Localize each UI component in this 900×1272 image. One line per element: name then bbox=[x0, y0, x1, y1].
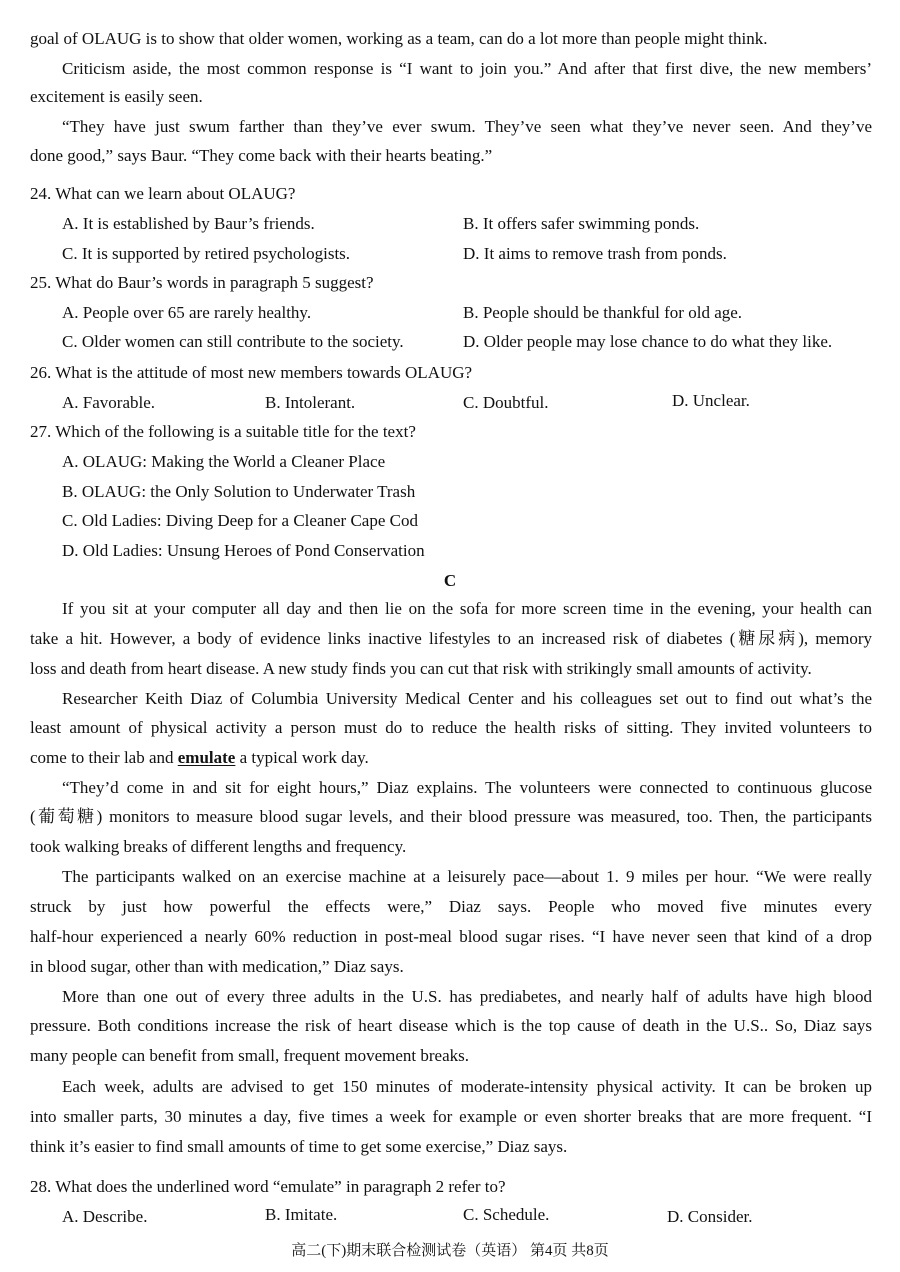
question-28-option-d: D. Consider. bbox=[667, 1207, 753, 1226]
section-c-paragraph-2-line: least amount of physical activity a person must do to reduce the health risks of sitting. They invited volunteers to bbox=[30, 718, 872, 737]
question-28-option-b: B. Imitate. bbox=[265, 1205, 338, 1224]
emulate-sentence-prefix: come to their lab and bbox=[30, 748, 178, 767]
section-c-paragraph-2-line bbox=[30, 747, 872, 769]
question-26-stem: 26. What is the attitude of most new members towards OLAUG? bbox=[30, 363, 473, 382]
section-c-paragraph-4-line: struck by just how powerful the effects were,” Diaz says. People who moved five minutes every bbox=[30, 897, 872, 916]
question-24-stem: 24. What can we learn about OLAUG? bbox=[30, 184, 296, 203]
question-24-option-d: D. It aims to remove trash from ponds. bbox=[463, 244, 727, 263]
passage-b-paragraph-5-line: excitement is easily seen. bbox=[30, 87, 203, 106]
question-27-option-c: C. Old Ladies: Diving Deep for a Cleaner Cape Cod bbox=[62, 511, 418, 530]
underlined-word-emulate: emulate bbox=[177, 748, 236, 767]
question-25-option-b: B. People should be thankful for old age. bbox=[463, 303, 743, 322]
question-26-option-d: D. Unclear. bbox=[672, 391, 750, 410]
section-c-paragraph-6-line: Each week, adults are advised to get 150 minutes of moderate-intensity physical activity. It can be broken up bbox=[62, 1077, 872, 1096]
question-27-option-b: B. OLAUG: the Only Solution to Underwater Trash bbox=[62, 482, 416, 501]
section-c-paragraph-3-line: (葡萄糖) monitors to measure blood sugar levels, and their blood pressure was measured, too. Then, the participants bbox=[30, 807, 872, 826]
question-26-option-b: B. Intolerant. bbox=[265, 393, 356, 412]
section-c-paragraph-2-line: Researcher Keith Diaz of Columbia University Medical Center and his colleagues set out to find out what’s the bbox=[62, 689, 872, 708]
question-27-stem: 27. Which of the following is a suitable title for the text? bbox=[30, 422, 416, 441]
page-footer: 高二(下)期末联合检测试卷（英语） 第4页 共8页 bbox=[291, 1243, 609, 1259]
question-27-option-a: A. OLAUG: Making the World a Cleaner Place bbox=[62, 452, 386, 471]
section-c-paragraph-4-line: in blood sugar, other than with medication,” Diaz says. bbox=[30, 957, 404, 976]
section-c-paragraph-1-line: take a hit. However, a body of evidence links inactive lifestyles to an increased risk of diabetes (糖尿病), memory bbox=[30, 629, 872, 648]
section-c-heading: C bbox=[443, 571, 457, 590]
emulate-sentence-suffix: a typical work day. bbox=[235, 748, 369, 767]
section-c-paragraph-4-line: The participants walked on an exercise machine at a leisurely pace—about 1. 9 miles per hour. “We were really bbox=[62, 867, 872, 886]
section-c-paragraph-1-line: loss and death from heart disease. A new study finds you can cut that risk with strikingly small amounts of activity. bbox=[30, 659, 812, 678]
question-28-stem: 28. What does the underlined word “emulate” in paragraph 2 refer to? bbox=[30, 1177, 506, 1196]
section-c-paragraph-3-line: “They’d come in and sit for eight hours,” Diaz explains. The volunteers were connected to continuous glucose bbox=[62, 778, 872, 797]
section-c-paragraph-5-line: many people can benefit from small, frequent movement breaks. bbox=[30, 1046, 470, 1065]
question-26-option-c: C. Doubtful. bbox=[463, 393, 549, 412]
section-c-paragraph-6-line: think it’s easier to find small amounts of time to get some exercise,” Diaz says. bbox=[30, 1137, 568, 1156]
passage-b-paragraph-4-tail: goal of OLAUG is to show that older women, working as a team, can do a lot more than people might think. bbox=[30, 29, 768, 48]
question-25-option-c: C. Older women can still contribute to the society. bbox=[62, 332, 404, 351]
question-24-option-b: B. It offers safer swimming ponds. bbox=[463, 214, 700, 233]
question-28-option-c: C. Schedule. bbox=[463, 1205, 550, 1224]
section-c-paragraph-1-line: If you sit at your computer all day and then lie on the sofa for more screen time in the evening, your health can bbox=[62, 599, 872, 618]
question-25-option-a: A. People over 65 are rarely healthy. bbox=[62, 303, 312, 322]
section-c-paragraph-5-line: pressure. Both conditions increase the risk of heart disease which is the top cause of death in the U.S.. So, Diaz says bbox=[30, 1016, 872, 1035]
section-c-paragraph-5-line: More than one out of every three adults in the U.S. has prediabetes, and nearly half of adults have high blood bbox=[62, 987, 872, 1006]
passage-b-paragraph-6-line: done good,” says Baur. “They come back with their hearts beating.” bbox=[30, 146, 493, 165]
passage-b-paragraph-6-line: “They have just swum farther than they’ve ever swum. They’ve seen what they’ve never seen. And they’ve bbox=[62, 117, 872, 136]
question-28-option-a: A. Describe. bbox=[62, 1207, 148, 1226]
section-c-paragraph-4-line: half-hour experienced a nearly 60% reduction in post-meal blood sugar rises. “I have never seen that kind of a drop bbox=[30, 927, 872, 946]
question-27-option-d: D. Old Ladies: Unsung Heroes of Pond Conservation bbox=[62, 541, 425, 560]
question-25-option-d: D. Older people may lose chance to do what they like. bbox=[463, 332, 833, 351]
passage-b-paragraph-5-line: Criticism aside, the most common response is “I want to join you.” And after that first dive, the new members’ bbox=[62, 59, 872, 78]
question-24-option-a: A. It is established by Baur’s friends. bbox=[62, 214, 315, 233]
question-25-stem: 25. What do Baur’s words in paragraph 5 suggest? bbox=[30, 273, 374, 292]
question-24-option-c: C. It is supported by retired psychologists. bbox=[62, 244, 351, 263]
section-c-paragraph-6-line: into smaller parts, 30 minutes a day, five times a week for example or even shorter breaks that are more frequent. “I bbox=[30, 1107, 872, 1126]
section-c-paragraph-3-line: took walking breaks of different lengths and frequency. bbox=[30, 837, 407, 856]
question-26-option-a: A. Favorable. bbox=[62, 393, 156, 412]
